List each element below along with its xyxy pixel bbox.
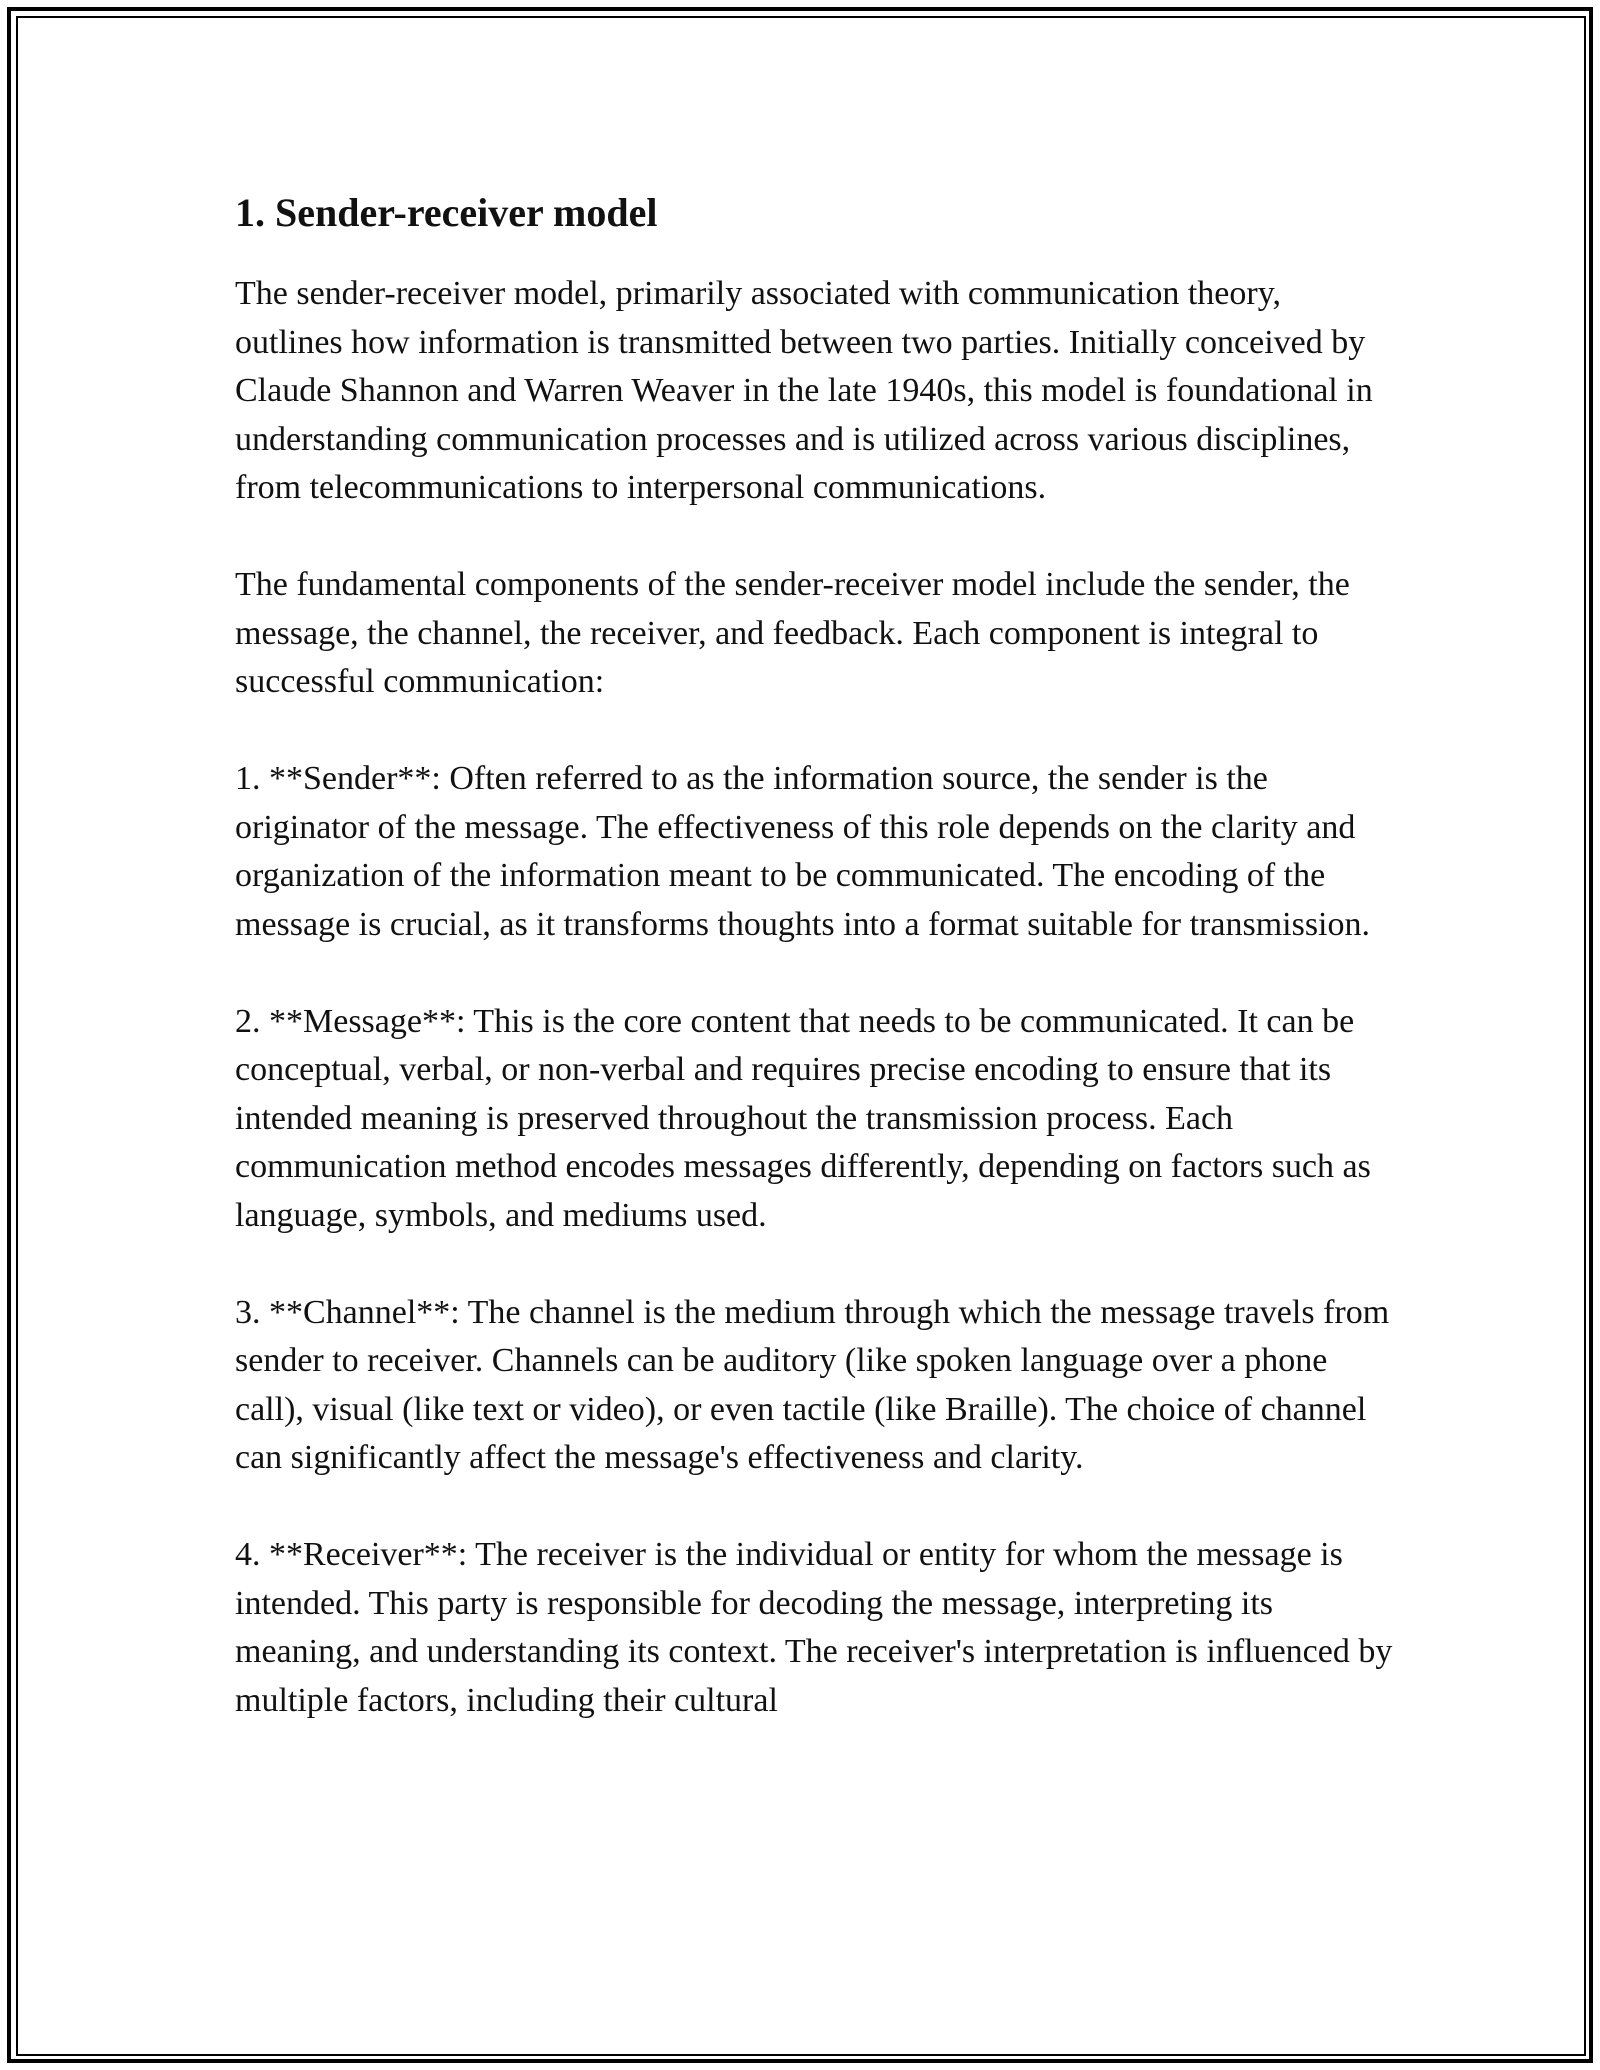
section-title: 1. Sender-receiver model (235, 190, 658, 235)
paragraph-components: The fundamental components of the sender-receiver model include the sender, the message, the channel, the receiver, and feedback. Each component is integral to successful communication: (235, 566, 1350, 700)
paragraph-channel: 3. **Channel**: The channel is the medium through which the message travels from sender to receiver. Channels can be auditory (like spoken language over a phone call), visual (like text or video), or even tactile (like Braille). The choice of channel can significantly affect the message's effectiveness and clarity. (235, 1293, 1390, 1476)
paragraph-intro: The sender-receiver model, primarily associated with communication theory, outlines how information is transmitted between two parties. Initially conceived by Claude Shannon and Warren Weaver in the late 1940s, this model is foundational in understanding communication processes and is utilized across various disciplines, from telecommunications to interpersonal communications. (235, 275, 1373, 506)
document-body (235, 186, 1395, 1774)
paragraph-message: 2. **Message**: This is the core content that needs to be communicated. It can be conceptual, verbal, or non-verbal and requires precise encoding to ensure that its intended meaning is preserved throughout the transmission process. Each communication method encodes messages differently, depending on factors such as language, symbols, and mediums used. (235, 1002, 1371, 1234)
paragraph-receiver: 4. **Receiver**: The receiver is the individual or entity for whom the message is intended. This party is responsible for decoding the message, interpreting its meaning, and understanding its context. The receiver's interpretation is influenced by multiple factors, including their cultural (235, 1536, 1393, 1719)
paragraph-sender: 1. **Sender**: Often referred to as the information source, the sender is the originator of the message. The effectiveness of this role depends on the clarity and organization of the information meant to be communicated. The encoding of the message is crucial, as it transforms thoughts into a format suitable for transmission. (235, 760, 1370, 943)
